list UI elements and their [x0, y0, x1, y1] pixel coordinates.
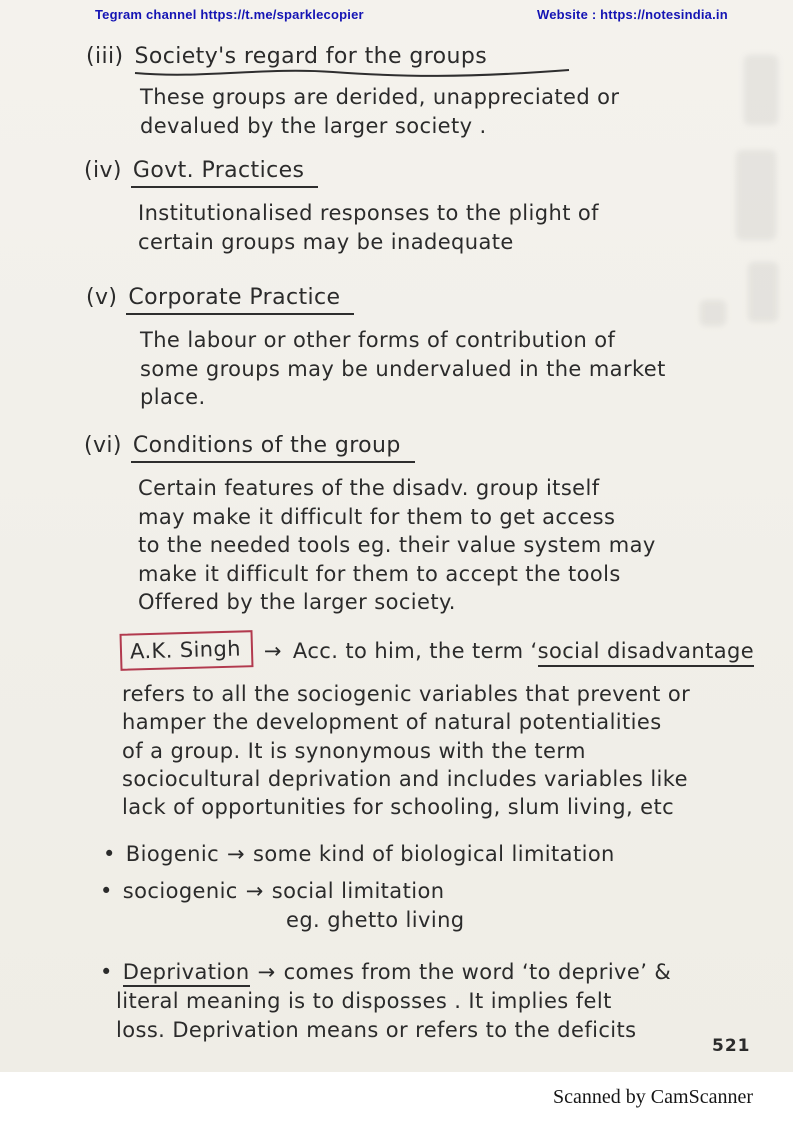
section-label: (iii) — [86, 44, 124, 69]
section-label: (iv) — [84, 158, 122, 183]
bullet-text: some kind of biological limitation — [253, 842, 615, 866]
right-arrow-icon: → — [227, 842, 246, 866]
section-heading: Govt. Practices — [131, 158, 318, 188]
paragraph-line: lack of opportunities for schooling, slum living, etc — [122, 795, 675, 820]
section-label: (vi) — [84, 433, 122, 458]
bullet-deprivation — [100, 958, 671, 1045]
singh-paragraph — [122, 680, 690, 821]
singh-lead-text: Acc. to him, the term ‘social disadvantage — [293, 639, 754, 663]
bullet-text: social limitation — [271, 879, 445, 903]
body-line: may make it difficult for them to get access — [138, 504, 616, 529]
body-line: certain groups may be inadequate — [138, 229, 514, 254]
bullet-sociogenic — [100, 877, 465, 935]
body-line: Certain features of the disadv. group itself — [138, 476, 600, 500]
bullet-marker: • — [100, 960, 113, 984]
body-line: make it difficult for them to accept the tools — [138, 561, 621, 586]
right-arrow-icon: → — [257, 960, 276, 984]
body-line: These groups are derided, unappreciated or — [140, 85, 620, 109]
singh-note-row — [120, 632, 754, 669]
paragraph-line: hamper the development of natural potentialities — [122, 710, 662, 735]
telegram-channel-link[interactable]: Tegram channel https://t.me/sparklecopier — [95, 7, 364, 22]
bullet-term: Biogenic — [125, 842, 220, 866]
bullet-term: sociogenic — [122, 879, 238, 903]
bullet-term: Deprivation — [123, 960, 250, 987]
section-label: (v) — [86, 285, 118, 310]
section-conditions-of-group — [84, 433, 656, 617]
wavy-underline — [133, 65, 573, 79]
body-line: place. — [140, 385, 206, 409]
section-heading: Corporate Practice — [126, 285, 354, 315]
section-society-regard — [86, 44, 619, 140]
body-line: devalued by the larger society . — [140, 113, 487, 138]
paragraph-line: of a group. It is synonymous with the term — [122, 738, 586, 763]
body-line: Institutionalised responses to the plight of — [138, 201, 599, 225]
right-arrow-icon: → — [245, 879, 264, 903]
right-arrow-icon: → — [263, 638, 282, 663]
bullet-continuation-line: loss. Deprivation means or refers to the deficits — [116, 1018, 637, 1042]
body-line: The labour or other forms of contribution of — [140, 328, 616, 352]
body-line: some groups may be undervalued in the market — [140, 356, 666, 381]
bullet-subline: eg. ghetto living — [286, 908, 465, 932]
website-link[interactable]: Website : https://notesindia.in — [537, 7, 728, 22]
section-heading: Conditions of the group — [131, 433, 415, 463]
camscanner-credit: Scanned by CamScanner — [553, 1086, 753, 1108]
body-line: Offered by the larger society. — [138, 590, 456, 614]
bullet-text: comes from the word ‘to deprive’ & — [283, 960, 672, 984]
body-line: to the needed tools eg. their value system may — [138, 533, 656, 557]
section-heading: Society's regard for the groups — [133, 44, 502, 72]
bullet-biogenic — [103, 840, 615, 869]
section-govt-practices — [84, 158, 599, 256]
section-corporate-practice — [86, 285, 666, 412]
bullet-marker: • — [100, 879, 113, 903]
bullet-continuation-line: literal meaning is to disposses . It implies felt — [116, 989, 612, 1013]
singh-name-box: A.K. Singh — [120, 630, 254, 671]
paragraph-line: refers to all the sociogenic variables that prevent or — [122, 682, 691, 706]
bullet-marker: • — [103, 842, 116, 866]
page-number: 521 — [712, 1036, 751, 1056]
paragraph-line: sociocultural deprivation and includes variables like — [122, 766, 688, 791]
underlined-term: social disadvantage — [538, 639, 754, 667]
